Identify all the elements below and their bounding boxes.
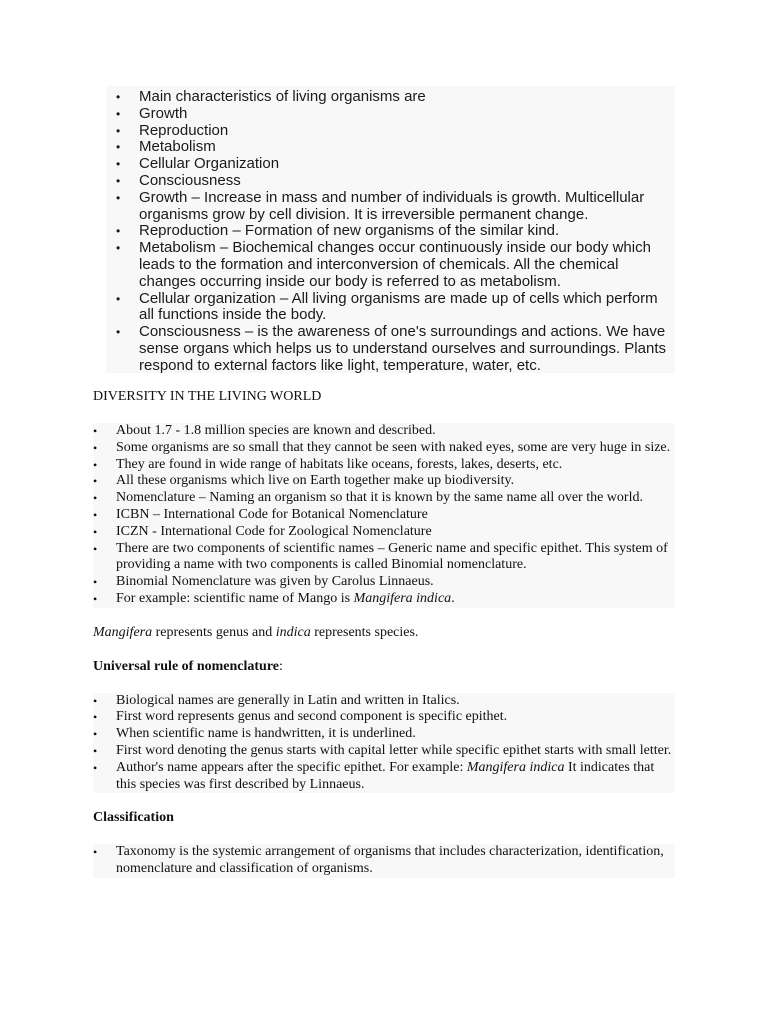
- list-item: • Metabolism – Biochemical changes occur continuously inside our body which leads to the formation and interconversion of chemicals. All the chemical changes occurring inside our body is referred to as metabolism.: [106, 240, 675, 290]
- list-item: • Some organisms are so small that they cannot be seen with naked eyes, some are very huge in size.: [93, 440, 675, 457]
- list-item: • Binomial Nomenclature was given by Carolus Linnaeus.: [93, 574, 675, 591]
- author-prefix: Author's name appears after the specific epithet. For example:: [116, 759, 467, 775]
- list-item: • Main characteristics of living organisms are: [106, 89, 675, 106]
- document-body: [93, 389, 675, 878]
- diversity-heading: DIVERSITY IN THE LIVING WORLD: [93, 389, 322, 404]
- list-item: • They are found in wide range of habitats like oceans, forests, lakes, deserts, etc.: [93, 457, 675, 474]
- list-item: • Reproduction – Formation of new organisms of the similar kind.: [106, 223, 675, 240]
- list-item: • Reproduction: [106, 123, 675, 140]
- list-item-example: [93, 591, 675, 608]
- classification-list: [93, 844, 675, 878]
- list-item: • Growth – Increase in mass and number of individuals is growth. Multicellular organisms grow by cell division. It is irreversible permanent change.: [106, 190, 675, 224]
- list-item: • Taxonomy is the systemic arrangement of organisms that includes characterization, identification, nomenclature and classification of organisms.: [93, 844, 675, 878]
- list-item: • First word denoting the genus starts with capital letter while specific epithet starts with small letter.: [93, 743, 675, 760]
- list-item: • Consciousness: [106, 173, 675, 190]
- list-item: • When scientific name is handwritten, it is underlined.: [93, 726, 675, 743]
- classification-heading: Classification: [93, 810, 174, 826]
- list-item: • Cellular Organization: [106, 156, 675, 173]
- list-item: • ICBN – International Code for Botanical Nomenclature: [93, 507, 675, 524]
- list-item: • All these organisms which live on Earth together make up biodiversity.: [93, 473, 675, 490]
- example-prefix: For example: scientific name of Mango is: [116, 590, 354, 606]
- list-item: • There are two components of scientific names – Generic name and specific epithet. This system of providing a name with two components is called Binomial nomenclature.: [93, 541, 675, 575]
- genus-mid-text: represents genus and: [152, 624, 276, 640]
- list-item: • Growth: [106, 106, 675, 123]
- characteristics-section: [106, 86, 675, 373]
- genus-word: Mangifera: [93, 624, 153, 640]
- genus-end-text: represents species.: [310, 624, 419, 640]
- rules-heading-colon: :: [279, 658, 283, 674]
- list-item: • Consciousness – is the awareness of one's surroundings and actions. We have sense organs which helps us to understand ourselves and surroundings. Plants respond to external factors like light, temperature, water, etc.: [106, 324, 675, 374]
- list-item: • Biological names are generally in Latin and written in Italics.: [93, 693, 675, 710]
- list-item: • First word represents genus and second component is specific epithet.: [93, 709, 675, 726]
- author-scientific-name: Mangifera indica: [466, 759, 565, 775]
- list-item: • Metabolism: [106, 139, 675, 156]
- author-suffix: It indicates that this species was first described by Linnaeus.: [116, 759, 655, 792]
- list-item: • Nomenclature – Naming an organism so that it is known by the same name all over the world.: [93, 490, 675, 507]
- list-item: • About 1.7 - 1.8 million species are known and described.: [93, 423, 675, 440]
- example-scientific-name: Mangifera indica: [353, 590, 452, 606]
- diversity-list: [93, 423, 675, 608]
- example-suffix: .: [451, 590, 455, 606]
- list-item: • ICZN - International Code for Zoological Nomenclature: [93, 524, 675, 541]
- genus-species-sentence: [93, 625, 675, 642]
- rules-heading-text: Universal rule of nomenclature: [93, 658, 279, 674]
- characteristics-list: [106, 86, 675, 375]
- rules-list: [93, 693, 675, 794]
- list-item-author: [93, 760, 675, 794]
- list-item: • Cellular organization – All living organisms are made up of cells which perform all functions inside the body.: [106, 291, 675, 325]
- rules-heading: [93, 659, 675, 676]
- species-word: indica: [275, 624, 311, 640]
